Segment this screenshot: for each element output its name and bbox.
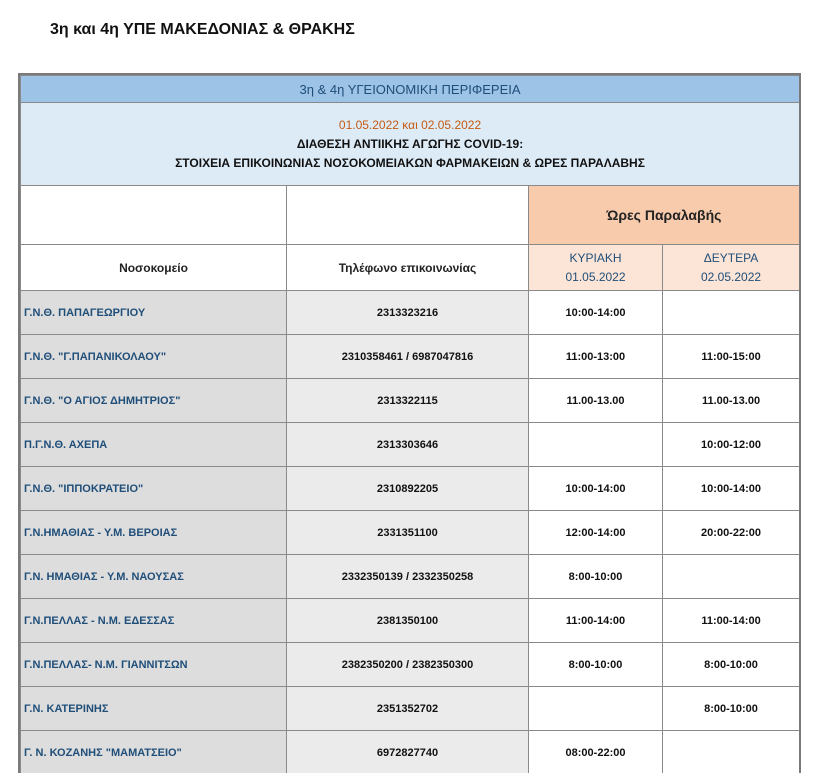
day1-hours-cell (529, 687, 663, 731)
hospital-name-cell: Γ.Ν.ΠΕΛΛΑΣ- Ν.Μ. ΓΙΑΝΝΙΤΣΩΝ (21, 643, 287, 687)
table-row (21, 511, 800, 555)
hospital-name-cell: Γ.Ν.Θ. "ΙΠΠΟΚΡΑΤΕΙΟ" (21, 467, 287, 511)
hospital-name-cell: Γ.Ν.Θ. ΠΑΠΑΓΕΩΡΓΙΟΥ (21, 291, 287, 335)
subtitle-line-1: ΔΙΑΘΕΣΗ ΑΝΤΙΙΚΗΣ ΑΓΩΓΗΣ COVID-19: (21, 135, 799, 154)
phone-cell: 2382350200 / 2382350300 (287, 643, 529, 687)
hospital-name-cell: Γ.Ν. ΗΜΑΘΙΑΣ - Υ.Μ. ΝΑΟΥΣΑΣ (21, 555, 287, 599)
day2-hours-cell: 11.00-13.00 (663, 379, 800, 423)
day2-hours-cell (663, 731, 800, 773)
day2-hours-cell: 10:00-12:00 (663, 423, 800, 467)
hospital-name-cell: Γ.Ν.Θ. "Γ.ΠΑΠΑΝΙΚΟΛΑΟΥ" (21, 335, 287, 379)
phone-cell: 2310892205 (287, 467, 529, 511)
phone-cell: 2331351100 (287, 511, 529, 555)
table-row (21, 555, 800, 599)
day1-hours-cell: 11.00-13.00 (529, 379, 663, 423)
table-row (21, 467, 800, 511)
hospital-name-cell: Γ.Ν.ΗΜΑΘΙΑΣ - Υ.Μ. ΒΕΡΟΙΑΣ (21, 511, 287, 555)
day1-date: 01.05.2022 (529, 268, 662, 287)
empty-header-cell (21, 186, 287, 245)
hospital-name-cell: Γ.Ν. ΚΑΤΕΡΙΝΗΣ (21, 687, 287, 731)
phone-column-header: Τηλέφωνο επικοινωνίας (287, 245, 529, 291)
table-title: 3η & 4η ΥΓΕΙΟΝΟΜΙΚΗ ΠΕΡΙΦΕΡΕΙΑ (21, 76, 800, 103)
column-header-row (21, 245, 800, 291)
day2-name: ΔΕΥΤΕΡΑ (663, 249, 799, 268)
phone-cell: 2313303646 (287, 423, 529, 467)
day1-hours-cell: 10:00-14:00 (529, 291, 663, 335)
table-row (21, 423, 800, 467)
hospital-name-cell: Γ.Ν.ΠΕΛΛΑΣ - Ν.Μ. ΕΔΕΣΣΑΣ (21, 599, 287, 643)
table-row (21, 335, 800, 379)
day1-column-header (529, 245, 663, 291)
pickup-header-row (21, 186, 800, 245)
hospital-name-cell: Γ. Ν. ΚΟΖΑΝΗΣ "ΜΑΜΑΤΣΕΙΟ" (21, 731, 287, 773)
day1-hours-cell (529, 423, 663, 467)
day1-hours-cell: 11:00-14:00 (529, 599, 663, 643)
day1-hours-cell: 12:00-14:00 (529, 511, 663, 555)
phone-cell: 2313323216 (287, 291, 529, 335)
empty-header-cell (287, 186, 529, 245)
day2-hours-cell: 10:00-14:00 (663, 467, 800, 511)
day1-hours-cell: 8:00-10:00 (529, 555, 663, 599)
subtitle-line-2: ΣΤΟΙΧΕΙΑ ΕΠΙΚΟΙΝΩΝΙΑΣ ΝΟΣΟΚΟΜΕΙΑΚΩΝ ΦΑΡΜΑΚΕΙΩΝ & ΩΡΕΣ ΠΑΡΑΛΑΒΗΣ (21, 154, 799, 173)
table-row (21, 731, 800, 773)
phone-cell: 2310358461 / 6987047816 (287, 335, 529, 379)
day1-hours-cell: 11:00-13:00 (529, 335, 663, 379)
day2-hours-cell: 20:00-22:00 (663, 511, 800, 555)
phone-cell: 2381350100 (287, 599, 529, 643)
table-row (21, 643, 800, 687)
phone-cell: 2351352702 (287, 687, 529, 731)
day1-hours-cell: 10:00-14:00 (529, 467, 663, 511)
day2-hours-cell: 8:00-10:00 (663, 687, 800, 731)
phone-cell: 2313322115 (287, 379, 529, 423)
pickup-hours-header: Ώρες Παραλαβής (529, 186, 800, 245)
day1-hours-cell: 8:00-10:00 (529, 643, 663, 687)
hospital-name-cell: Γ.Ν.Θ. "Ο ΑΓΙΟΣ ΔΗΜΗΤΡΙΟΣ" (21, 379, 287, 423)
phone-cell: 2332350139 / 2332350258 (287, 555, 529, 599)
hospital-name-cell: Π.Γ.Ν.Θ. ΑΧΕΠΑ (21, 423, 287, 467)
day2-hours-cell: 8:00-10:00 (663, 643, 800, 687)
day2-hours-cell: 11:00-15:00 (663, 335, 800, 379)
table-row (21, 599, 800, 643)
table-row (21, 379, 800, 423)
table-dates: 01.05.2022 και 02.05.2022 (21, 116, 799, 135)
day2-date: 02.05.2022 (663, 268, 799, 287)
day2-hours-cell (663, 291, 800, 335)
table-subtitle (21, 103, 800, 186)
day2-column-header (663, 245, 800, 291)
day1-hours-cell: 08:00-22:00 (529, 731, 663, 773)
pharmacy-table (20, 75, 800, 773)
day1-name: ΚΥΡΙΑΚΗ (529, 249, 662, 268)
table-title-row (21, 76, 800, 103)
page-heading: 3η και 4η ΥΠΕ ΜΑΚΕΔΟΝΙΑΣ & ΘΡΑΚΗΣ (50, 21, 355, 39)
table-row (21, 291, 800, 335)
phone-cell: 6972827740 (287, 731, 529, 773)
table-subtitle-row (21, 103, 800, 186)
hospital-column-header: Νοσοκομείο (21, 245, 287, 291)
day2-hours-cell (663, 555, 800, 599)
table-row (21, 687, 800, 731)
pharmacy-table-frame (18, 73, 801, 773)
day2-hours-cell: 11:00-14:00 (663, 599, 800, 643)
